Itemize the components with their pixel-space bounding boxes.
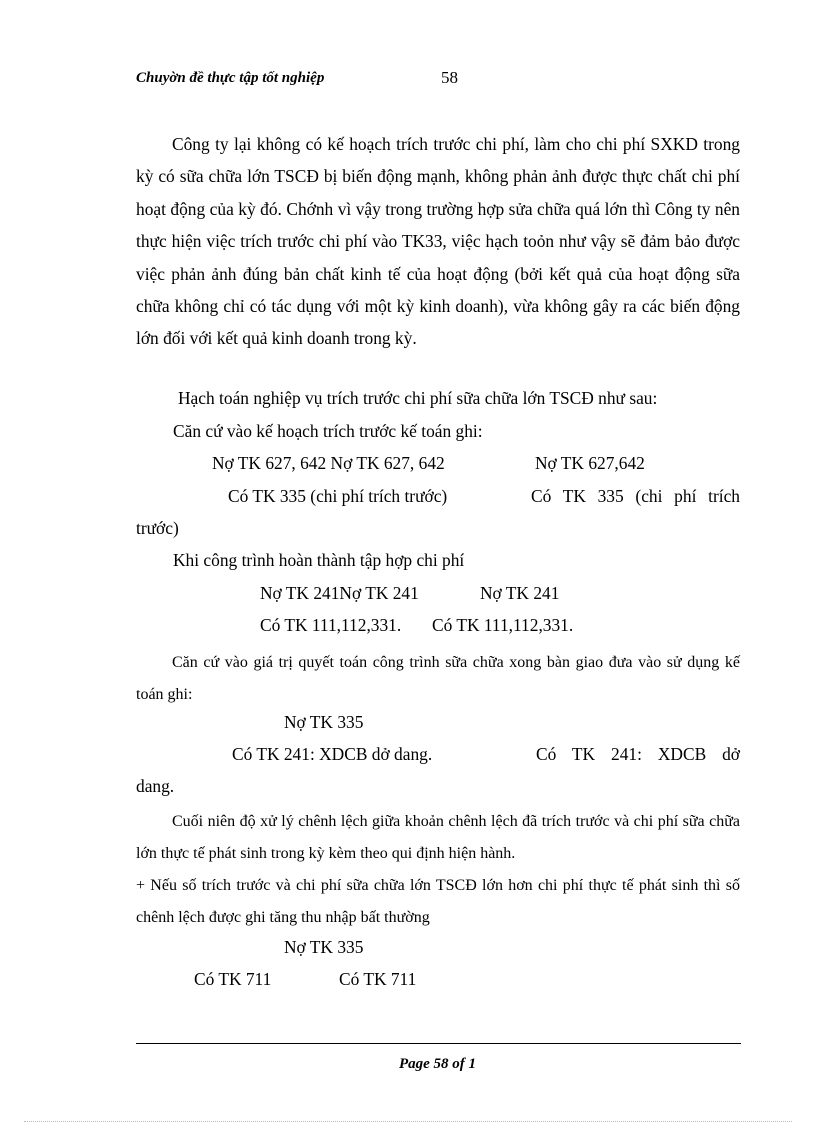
entry1-credit-a: Có TK 335 (chi phí trích trước): [228, 486, 448, 506]
entry1-continuation: trước): [136, 518, 179, 538]
paragraph-6-block: [136, 806, 740, 871]
paragraph-1: Công ty lại không có kế hoạch trích trước chi phí, làm cho chi phí SXKD trong kỳ có sữa chữa lớn TSCĐ bị biến động mạnh, không phản ảnh được thực chất chi phí hoạt động của kỳ đó. Chớnh vì vậy trong trường hợp sửa chữa quá lớn thì Công ty nên thực hiện việc trích trước chi phí vào TK33, việc hạch toỏn như vậy sẽ đảm bảo được việc phản ảnh đúng bản chất kinh tế của hoạt động (bởi kết quả của hoạt động sữa chữa không chỉ có tác dụng với một kỳ kinh doanh), vừa không gây ra các biến động lớn đối với kết quả kinh doanh trong kỳ.: [136, 134, 740, 349]
page-bottom-border: [24, 1121, 792, 1122]
entry2-credit-b: Có TK 111,112,331.: [432, 615, 574, 635]
paragraph-6: Cuối niên độ xử lý chênh lệch giữa khoản chênh lệch đã trích trước và chi phí sữa chữa lớn thực tế phát sinh trong kỳ kèm theo qui định hiện hành.: [136, 813, 740, 863]
entry1-debit-b: Nợ TK 627,642: [535, 453, 645, 473]
footer-page-label: Page 58 of 1: [398, 1056, 477, 1072]
paragraph-2: Hạch toán nghiệp vụ trích trước chi phí sữa chữa lớn TSCĐ như sau:: [178, 388, 658, 408]
paragraph-5-block: [136, 647, 740, 712]
paragraph-7: + Nếu số trích trước và chi phí sữa chữa lớn TSCĐ lớn hơn chi phí thực tế phát sinh thì số chênh lệch được ghi tăng thu nhập bất thường: [136, 877, 740, 927]
body-text: [136, 128, 740, 355]
header-page-number: 58: [441, 68, 458, 87]
entry3-credit-a: Có TK 241: XDCB dở dang.: [232, 744, 433, 764]
paragraph-7-block: [136, 870, 740, 935]
entry3-continuation: dang.: [136, 776, 175, 796]
entry2-credit-a: Có TK 111,112,331.: [260, 615, 402, 635]
entry1-debit-a: Nợ TK 627, 642 Nợ TK 627, 642: [212, 453, 445, 473]
paragraph-5: Căn cứ vào giá trị quyết toán công trình sữa chữa xong bàn giao đưa vào sử dụng kế toán ghi:: [136, 654, 740, 704]
entry2-debit-b: Nợ TK 241: [480, 583, 560, 603]
paragraph-3: Căn cứ vào kế hoạch trích trước kế toán ghi:: [173, 421, 483, 441]
entry3-debit: Nợ TK 335: [284, 712, 364, 732]
entry4-credit-b: Có TK 711: [339, 969, 417, 989]
entry2-debit-a: Nợ TK 241Nợ TK 241: [260, 583, 419, 603]
paragraph-4: Khi công trình hoàn thành tập hợp chi phí: [173, 550, 465, 570]
entry1-credit-b: Có TK 335 (chi phí trích: [531, 486, 740, 506]
entry4-debit: Nợ TK 335: [284, 937, 364, 957]
entry3-credit-b: Có TK 241: XDCB dở: [536, 744, 740, 764]
header-title: Chuyờn đề thực tập tốt nghiệp: [136, 70, 325, 86]
footer-rule: [136, 1043, 741, 1044]
entry4-credit-a: Có TK 711: [194, 969, 272, 989]
